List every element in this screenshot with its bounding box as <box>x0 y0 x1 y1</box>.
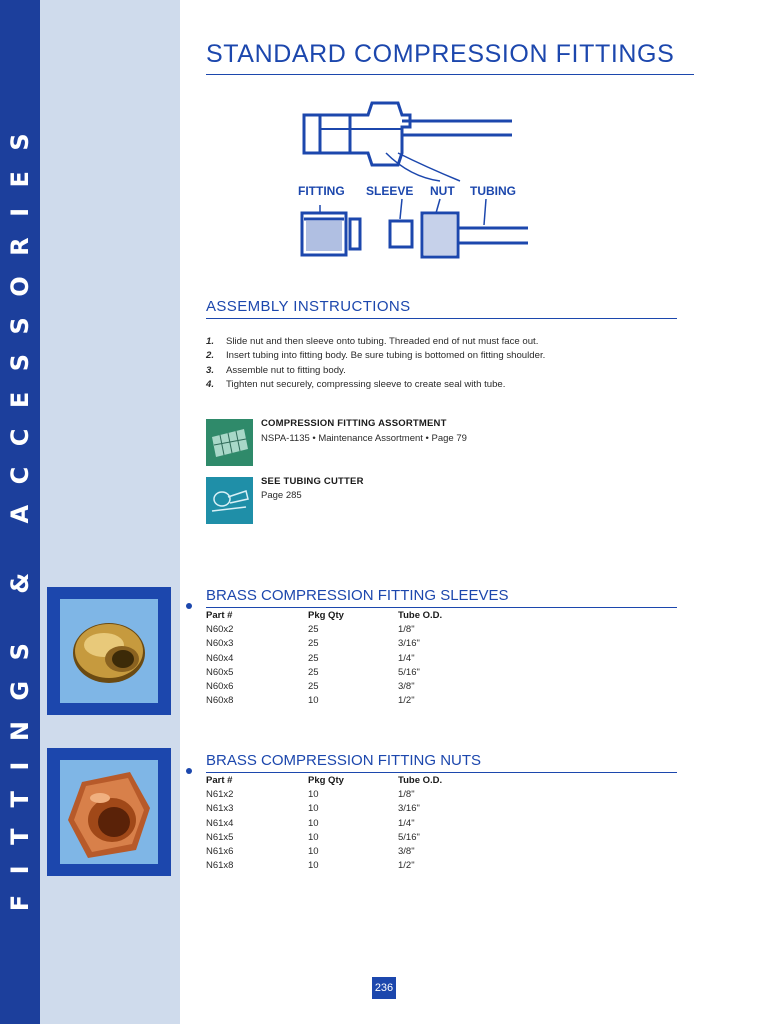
table-row <box>206 787 676 801</box>
cell-tube-od: 5/16" <box>398 666 420 678</box>
cell-part: N61x8 <box>206 860 234 872</box>
sleeves-table-heading: BRASS COMPRESSION FITTING SLEEVES <box>206 587 677 608</box>
brass-sleeve-image <box>60 599 158 703</box>
cell-tube-od: 3/8" <box>398 681 415 693</box>
cell-pkg-qty: 10 <box>308 846 319 858</box>
nuts-table-heading: BRASS COMPRESSION FITTING NUTS <box>206 752 677 773</box>
cell-part: N60x6 <box>206 681 234 693</box>
page-number: 236 <box>372 977 396 999</box>
cell-pkg-qty: 10 <box>308 860 319 872</box>
fitting-assembly-diagram <box>290 95 540 270</box>
table-row <box>206 679 676 693</box>
column-header-tube-od: Tube O.D. <box>398 609 443 621</box>
cell-pkg-qty: 25 <box>308 652 319 664</box>
cell-tube-od: 3/8" <box>398 846 415 858</box>
step-number: 3. <box>206 364 215 376</box>
table-row <box>206 651 676 665</box>
assembly-step <box>206 334 676 349</box>
cell-tube-od: 1/2" <box>398 695 415 707</box>
page-title: STANDARD COMPRESSION FITTINGS <box>206 40 694 75</box>
cell-part: N60x2 <box>206 623 234 635</box>
cell-part: N60x4 <box>206 652 234 664</box>
assembly-steps-list <box>206 334 676 392</box>
cell-part: N60x8 <box>206 695 234 707</box>
cell-pkg-qty: 25 <box>308 666 319 678</box>
cell-part: N61x3 <box>206 803 234 815</box>
section-bullet <box>186 768 192 774</box>
diagram-label-nut: NUT <box>430 184 455 198</box>
assembly-step <box>206 349 676 364</box>
cell-part: N60x3 <box>206 638 234 650</box>
cell-part: N61x5 <box>206 831 234 843</box>
cell-pkg-qty: 10 <box>308 817 319 829</box>
diagram-label-tubing: TUBING <box>470 184 516 198</box>
cell-tube-od: 1/8" <box>398 623 415 635</box>
column-header-part: Part # <box>206 609 233 621</box>
step-number: 1. <box>206 335 215 347</box>
cell-pkg-qty: 25 <box>308 623 319 635</box>
diagram-label-fitting: FITTING <box>298 184 345 198</box>
fitting-assortment-thumbnail <box>206 419 253 466</box>
assortment-reference-subtitle: NSPA-1135 • Maintenance Assortment • Page 79 <box>261 433 467 444</box>
section-bullet <box>186 603 192 609</box>
section-vertical-title: FITTINGS & ACCESSORIES <box>6 112 34 912</box>
cell-pkg-qty: 10 <box>308 788 319 800</box>
table-row <box>206 637 676 651</box>
assortment-reference-title: COMPRESSION FITTING ASSORTMENT <box>261 418 447 429</box>
column-header-part: Part # <box>206 774 233 786</box>
tubing-cutter-reference-subtitle: Page 285 <box>261 490 302 501</box>
step-number: 4. <box>206 379 215 391</box>
step-text: Insert tubing into fitting body. Be sure tubing is bottomed on fitting shoulder. <box>226 350 546 362</box>
table-header-row <box>206 608 676 622</box>
step-text: Slide nut and then sleeve onto tubing. Threaded end of nut must face out. <box>226 335 539 347</box>
cell-tube-od: 1/8" <box>398 788 415 800</box>
sleeve-photo <box>47 587 171 715</box>
cell-tube-od: 1/4" <box>398 817 415 829</box>
table-row <box>206 622 676 636</box>
table-row <box>206 802 676 816</box>
column-header-pkg-qty: Pkg Qty <box>308 609 344 621</box>
table-row <box>206 844 676 858</box>
column-header-pkg-qty: Pkg Qty <box>308 774 344 786</box>
table-header-row <box>206 773 676 787</box>
assembly-instructions-heading: ASSEMBLY INSTRUCTIONS <box>206 298 677 319</box>
assembly-step <box>206 363 676 378</box>
cell-pkg-qty: 10 <box>308 831 319 843</box>
sidebar-band <box>0 0 40 1024</box>
cell-tube-od: 5/16" <box>398 831 420 843</box>
diagram-label-sleeve: SLEEVE <box>366 184 414 198</box>
tubing-cutter-thumbnail <box>206 477 253 524</box>
tubing-cutter-reference-title: SEE TUBING CUTTER <box>261 476 364 487</box>
cell-tube-od: 3/16" <box>398 803 420 815</box>
cell-pkg-qty: 25 <box>308 638 319 650</box>
cell-part: N60x5 <box>206 666 234 678</box>
cell-pkg-qty: 25 <box>308 681 319 693</box>
table-row <box>206 859 676 873</box>
table-row <box>206 694 676 708</box>
nuts-table <box>206 773 676 873</box>
cell-tube-od: 1/4" <box>398 652 415 664</box>
table-row <box>206 830 676 844</box>
table-row <box>206 816 676 830</box>
sleeves-table <box>206 608 676 708</box>
nut-photo <box>47 748 171 876</box>
cell-pkg-qty: 10 <box>308 695 319 707</box>
step-number: 2. <box>206 350 215 362</box>
step-text: Tighten nut securely, compressing sleeve to create seal with tube. <box>226 379 506 391</box>
cell-part: N61x6 <box>206 846 234 858</box>
cell-pkg-qty: 10 <box>308 803 319 815</box>
cell-part: N61x4 <box>206 817 234 829</box>
cell-part: N61x2 <box>206 788 234 800</box>
cell-tube-od: 3/16" <box>398 638 420 650</box>
table-row <box>206 665 676 679</box>
column-header-tube-od: Tube O.D. <box>398 774 443 786</box>
cell-tube-od: 1/2" <box>398 860 415 872</box>
brass-nut-image <box>60 760 158 864</box>
assembly-step <box>206 378 676 393</box>
step-text: Assemble nut to fitting body. <box>226 364 346 376</box>
